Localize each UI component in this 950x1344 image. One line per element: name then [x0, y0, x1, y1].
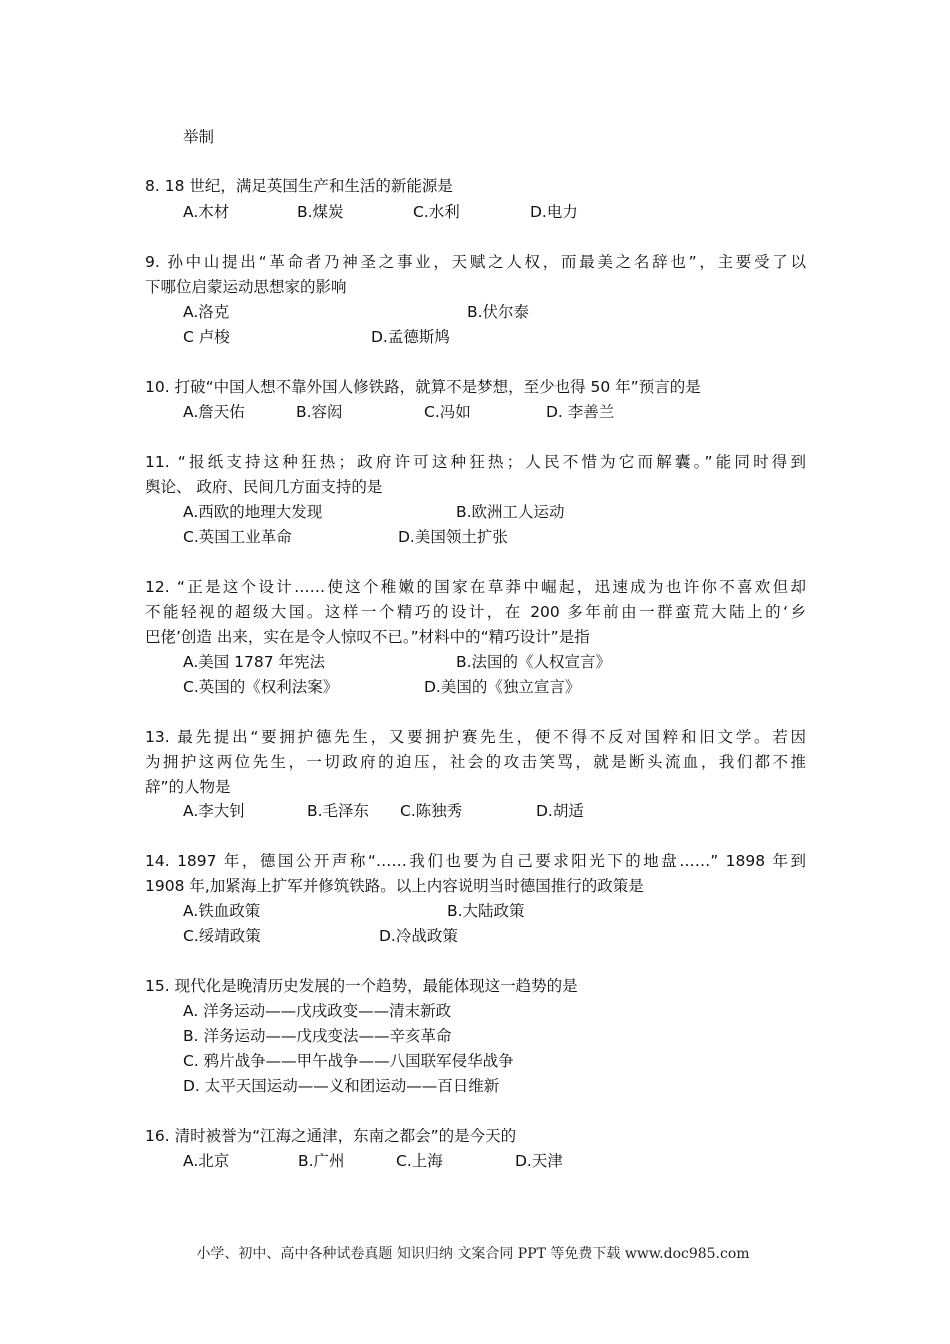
option-d[interactable]: D.电力: [530, 203, 578, 221]
question-text: 9. 孙中山提出“革命者乃神圣之事业，天赋之人权，而最美之名辞也”，主要受了以: [145, 253, 806, 271]
question-text: 8. 18 世纪，满足英国生产和生活的新能源是: [145, 177, 453, 195]
option-a[interactable]: A.北京: [183, 1152, 230, 1170]
option-b[interactable]: B.伏尔泰: [467, 303, 530, 321]
option-d[interactable]: D.孟德斯鸠: [371, 328, 450, 346]
option-c[interactable]: C.绥靖政策: [183, 927, 261, 945]
option-b[interactable]: B.广州: [298, 1152, 345, 1170]
option-d[interactable]: D.冷战政策: [379, 927, 458, 945]
question-text: 巴佬’创造 出来，实在是令人惊叹不已。”材料中的“精巧设计”是指: [145, 628, 590, 646]
option-b[interactable]: B.法国的《人权宣言》: [456, 653, 612, 671]
option-c[interactable]: C.上海: [396, 1152, 443, 1170]
option-b[interactable]: B.毛泽东: [307, 802, 370, 820]
question-text: 14. 1897 年，德国公开声称“……我们也要为自己要求阳光下的地盘……” 1898 年到: [145, 852, 806, 870]
question-text: 舆论、 政府、民间几方面支持的是: [145, 478, 383, 496]
option-d[interactable]: D. 太平天国运动——义和团运动——百日维新: [183, 1077, 500, 1095]
option-d[interactable]: D. 李善兰: [546, 403, 615, 421]
question-text: 不能轻视的超级大国。这样一个精巧的设计，在 200 多年前由一群蛮荒大陆上的‘乡: [145, 603, 806, 621]
option-d[interactable]: D.美国领土扩张: [398, 528, 508, 546]
option-c[interactable]: C. 鸦片战争——甲午战争——八国联军侵华战争: [183, 1052, 514, 1070]
option-a[interactable]: A. 洋务运动——戊戌政变——清末新政: [183, 1002, 452, 1020]
question-text: 为拥护这两位先生，一切政府的迫压，社会的攻击笑骂，就是断头流血，我们都不推: [145, 753, 806, 771]
option-a[interactable]: A.西欧的地理大发现: [183, 503, 323, 521]
option-a[interactable]: A.木材: [183, 203, 230, 221]
page-footer: 小学、初中、高中各种试卷真题 知识归纳 文案合同 PPT 等免费下载 www.doc985.com: [196, 1246, 750, 1262]
question-text: 13. 最先提出“要拥护德先生，又要拥护赛先生，便不得不反对国粹和旧文学。若因: [145, 728, 806, 746]
question-text: 16. 清时被誉为“江海之通津，东南之都会”的是今天的: [145, 1127, 517, 1145]
option-d[interactable]: D.美国的《独立宣言》: [424, 678, 581, 696]
option-b[interactable]: B.煤炭: [297, 203, 344, 221]
option-c[interactable]: C.水利: [413, 203, 460, 221]
option-b[interactable]: B.欧洲工人运动: [456, 503, 565, 521]
option-a[interactable]: A.美国 1787 年宪法: [183, 653, 326, 671]
question-text: 11. “报纸支持这种狂热；政府许可这种狂热；人民不惜为它而解囊。”能同时得到: [145, 453, 806, 471]
option-a[interactable]: A.詹天佑: [183, 403, 245, 421]
option-a[interactable]: A.洛克: [183, 303, 230, 321]
option-c[interactable]: C.陈独秀: [400, 802, 463, 820]
option-c[interactable]: C 卢梭: [183, 328, 230, 346]
option-c[interactable]: C.英国工业革命: [183, 528, 292, 546]
option-d[interactable]: D.胡适: [536, 802, 584, 820]
question-text: 辞”的人物是: [145, 778, 231, 796]
option-d[interactable]: D.天津: [515, 1152, 563, 1170]
question-text: 12. “正是这个设计……使这个稚嫩的国家在草莽中崛起，迅速成为也许你不喜欢但却: [145, 578, 806, 596]
question-text: 10. 打破“中国人想不靠外国人修铁路，就算不是梦想，至少也得 50 年”预言的是: [145, 378, 701, 396]
option-a[interactable]: A.李大钊: [183, 802, 245, 820]
question-text: 1908 年,加紧海上扩军并修筑铁路。以上内容说明当时德国推行的政策是: [145, 877, 644, 895]
option-a[interactable]: A.铁血政策: [183, 902, 261, 920]
question-text: 15. 现代化是晚清历史发展的一个趋势，最能体现这一趋势的是: [145, 977, 578, 995]
option-c[interactable]: C.英国的《权利法案》: [183, 678, 339, 696]
option-b[interactable]: B.容闳: [296, 403, 343, 421]
option-c[interactable]: C.冯如: [424, 403, 471, 421]
continuation-text: 举制: [183, 128, 215, 146]
question-text: 下哪位启蒙运动思想家的影响: [145, 278, 347, 296]
option-b[interactable]: B. 洋务运动——戊戌变法——辛亥革命: [183, 1027, 452, 1045]
option-b[interactable]: B.大陆政策: [447, 902, 525, 920]
